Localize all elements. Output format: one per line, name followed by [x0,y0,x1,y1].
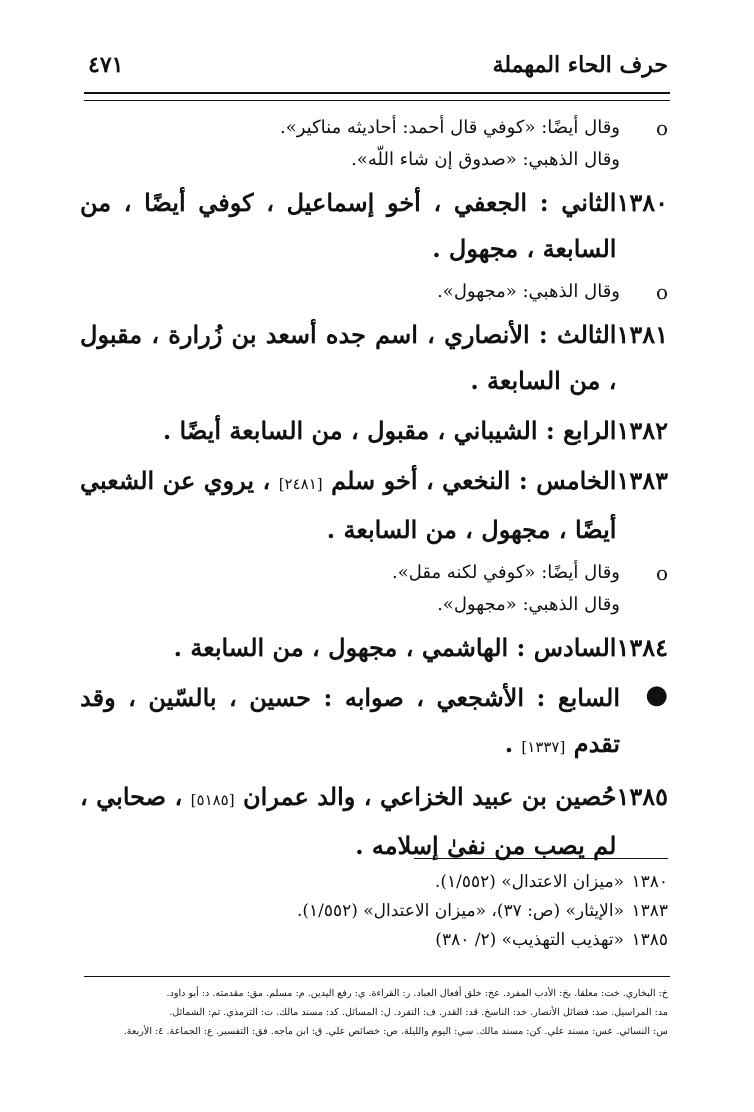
entry-1384 [80,625,668,671]
entry-number: ١٣٨٤ [616,633,668,662]
note-line: وقال الذهبي: «مجهول». [437,281,620,302]
entry-text: . [504,729,514,758]
entry-text: الرابع : الشيباني ، مقبول ، من السابعة أيضًا . [162,416,617,445]
note-block [80,276,668,308]
footnote [96,868,668,897]
footnote-text: «تهذيب التهذيب» (٢/ ٣٨٠) [435,930,624,950]
cross-reference: [١٣٣٧] [521,738,566,756]
note-line: وقال أيضًا: «كوفي لكنه مقل». [391,562,620,583]
entry-1381 [80,312,668,404]
entry-text: ، صحابي ، لم يصب من نفىٰ إسلامه . [80,782,617,860]
cross-reference: [٥١٨٥] [190,791,235,809]
footnote-number: ١٣٨٣ [631,901,668,921]
note-line: وقال الذهبي: «مجهول». [437,594,620,615]
note-line: وقال أيضًا: «كوفي قال أحمد: أحاديثه مناكير». [279,117,620,138]
note-marker: o [655,280,668,304]
page-number: ٤٧١ [88,52,124,78]
entry-1385 [80,774,668,869]
note-marker: o [655,561,668,585]
entry-text: السادس : الهاشمي ، مجهول ، من السابعة . [173,633,617,662]
abbreviation-line: س: النسائي. عس: مسند علي. كن: مسند مالك. سي: اليوم والليلة. ص: خصائص علي. ق: ابن ماجه. فق: التفسير. ع: الجماعة. ٤: الأربعة. [123,1026,668,1037]
entry-1383 [80,458,668,553]
abbreviations-rule [84,976,670,977]
running-head [88,52,668,92]
footnote-number: ١٣٨٠ [631,872,668,892]
entry-text: الثاني : الجعفي ، أخو إسماعيل ، كوفي أيضًا ، من السابعة ، مجهول . [80,188,617,263]
note-block [80,112,668,176]
entry-1382 [80,408,668,454]
entry-text: الثالث : الأنصاري ، اسم جده أسعد بن زُرارة ، مقبول ، من السابعة . [80,320,617,395]
footnote [96,897,668,926]
header-rule [84,92,670,101]
entry-text: الخامس : النخعي ، أخو سلم [331,466,617,495]
bullet-icon: ● [645,680,668,710]
entry-bullet [80,675,668,770]
entry-text: ، يروي عن الشعبي أيضًا ، مجهول ، من السابعة . [80,466,617,544]
footnote-text: «الإيثار» (ص: ٣٧)، «ميزان الاعتدال» (١/٥٥٢). [296,901,624,921]
footnotes [96,868,668,955]
footnote-rule [414,858,668,859]
entry-1380 [80,180,668,272]
entry-number: ١٣٨٢ [616,416,668,445]
footnote-number: ١٣٨٥ [631,930,668,950]
footnote [96,926,668,955]
entry-number: ١٣٨٥ [616,782,668,811]
entry-number: ١٣٨٣ [616,466,668,495]
entry-text: السابع : الأشجعي ، صوابه : حسين ، بالسّين ، وقد تقدم [80,683,620,758]
note-block [80,557,668,621]
entries [80,112,668,873]
abbreviation-line: خ: البخاري. خت: معلقا. بخ: الأدب المفرد. عخ: خلق أفعال العباد. ر: القراءة. ي: رفع اليدين. م: مسلم. مق: مقدمته. د: أبو داود. [166,988,668,999]
note-marker: o [655,116,668,140]
entry-text: حُصين بن عبيد الخزاعي ، والد عمران [243,782,617,811]
footnote-text: «ميزان الاعتدال» (١/٥٥٢). [434,872,624,892]
cross-reference: [٢٤٨١] [278,475,323,493]
abbreviations-key [84,984,668,1041]
entry-number: ١٣٨١ [616,320,668,349]
chapter-title: حرف الحاء المهملة [492,52,668,78]
entry-number: ١٣٨٠ [616,188,668,217]
abbreviation-line: مد: المراسيل. صد: فضائل الأنصار. خد: الناسخ. قد: القدر. ف: التفرد. ل: المسائل. كد: مسند مالك. ت: الترمذي. تم: الشمائل. [169,1007,668,1018]
note-line: وقال الذهبي: «صدوق إن شاء اللّه». [351,149,620,170]
